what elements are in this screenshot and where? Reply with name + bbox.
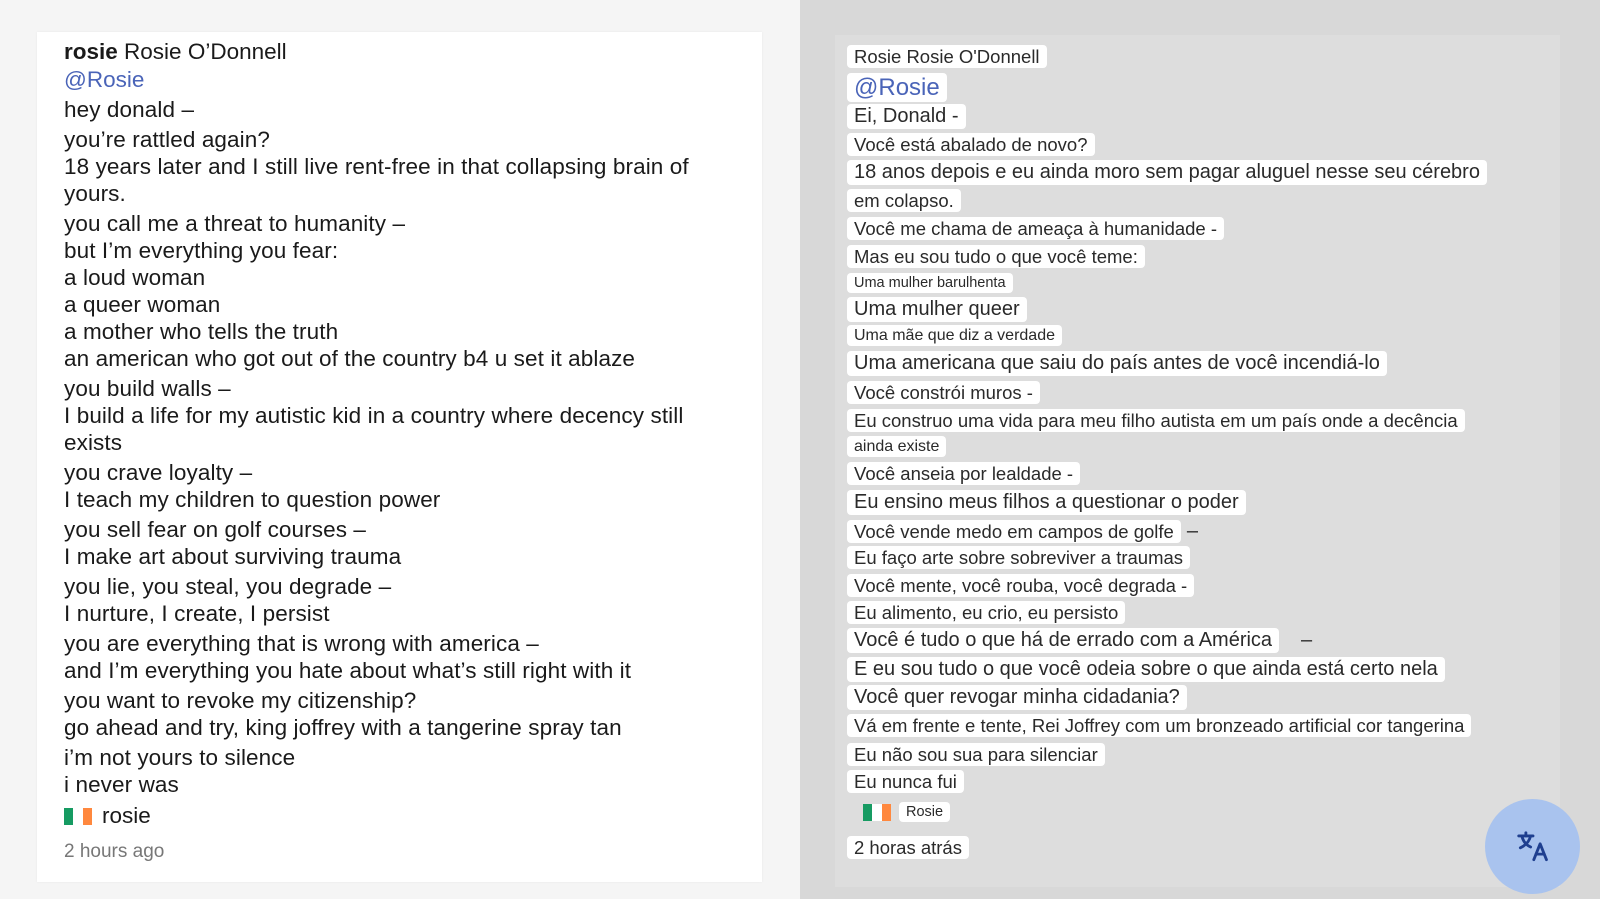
post-line: a loud woman [64,265,206,290]
ireland-flag-icon [64,808,92,825]
translated-line: Você quer revogar minha cidadania? [847,685,1187,710]
post-line: you want to revoke my citizenship? [64,688,417,713]
translated-line: Eu ensino meus filhos a questionar o poder [847,490,1246,515]
translated-line: Vá em frente e tente, Rei Joffrey com um bronzeado artificial cor tangerina [847,714,1471,737]
translated-line: Uma mulher queer [847,297,1027,322]
post-line: an american who got out of the country b4 u set it ablaze [64,346,636,371]
signature-text: Rosie [899,802,950,822]
post-author [64,38,754,66]
translated-line: Uma mulher barulhenta [847,273,1013,293]
translated-line: Ei, Donald - [847,104,966,129]
translated-post-content [847,41,1537,864]
translated-line: 18 anos depois e eu ainda moro sem pagar aluguel nesse seu cérebro [847,160,1487,185]
translate-button[interactable] [1485,799,1580,894]
translated-line: Você me chama de ameaça à humanidade - [847,217,1224,240]
translated-line: E eu sou tudo o que você odeia sobre o que ainda está certo nela [847,657,1445,682]
post-line: but I’m everything you fear: [64,238,339,263]
translated-line: Você vende medo em campos de golfe [847,520,1181,543]
translated-line: Você anseia por lealdade - [847,462,1080,485]
translated-line: Eu nunca fui [847,770,964,793]
translated-line: Você mente, você rouba, você degrada - [847,574,1194,597]
original-post-content [64,38,754,864]
translated-line: ainda existe [847,436,946,457]
translated-line: Eu construo uma vida para meu filho autista em um país onde a decência [847,409,1465,432]
original-post-card [37,32,762,882]
translated-line: Uma americana que saiu do país antes de você incendiá-lo [847,351,1387,376]
post-line: i never was [64,772,179,797]
post-line: you’re rattled again? [64,127,270,152]
post-line: you crave loyalty – [64,460,253,485]
translated-handle[interactable]: @Rosie [847,73,947,102]
post-line: a mother who tells the truth [64,319,339,344]
translated-header: Rosie Rosie O'Donnell [847,45,1047,68]
user-handle[interactable]: @Rosie [64,67,145,92]
translated-line: Eu alimento, eu crio, eu persisto [847,601,1125,624]
translated-line: Você está abalado de novo? [847,133,1095,156]
translated-line: Você constrói muros - [847,381,1040,404]
post-line: you are everything that is wrong with america – [64,631,539,656]
dash-mark: – [1186,519,1198,542]
translated-post-card [835,35,1560,887]
translated-line: Mas eu sou tudo o que você teme: [847,245,1145,268]
post-line: I nurture, I create, I persist [64,601,330,626]
post-line: you lie, you steal, you degrade – [64,574,392,599]
translated-line: em colapso. [847,189,961,212]
translated-line: Uma mãe que diz a verdade [847,325,1062,346]
post-line: you sell fear on golf courses – [64,517,367,542]
post-line: a queer woman [64,292,221,317]
post-line: you build walls – [64,376,231,401]
display-name: Rosie O’Donnell [124,39,287,64]
post-signature [64,802,754,830]
post-timestamp: 2 hours ago [64,841,165,862]
translate-icon [1514,828,1552,866]
translated-line: Eu faço arte sobre sobreviver a traumas [847,546,1190,569]
post-line: I teach my children to question power [64,487,441,512]
post-line: you call me a threat to humanity – [64,211,406,236]
dash-mark: – [1301,628,1313,651]
translated-line: Eu não sou sua para silenciar [847,743,1105,766]
post-line: hey donald – [64,97,195,122]
ireland-flag-icon [863,804,891,821]
username[interactable]: rosie [64,39,118,64]
post-line: go ahead and try, king joffrey with a tangerine spray tan [64,715,622,740]
translated-timestamp: 2 horas atrás [847,836,969,859]
post-line: 18 years later and I still live rent-free in that collapsing brain of yours. [64,154,689,206]
translated-signature [847,798,1537,826]
post-line: I build a life for my autistic kid in a country where decency still exists [64,403,684,455]
signature-text: rosie [102,803,151,828]
post-line: I make art about surviving trauma [64,544,402,569]
translated-line: Você é tudo o que há de errado com a América [847,628,1279,653]
post-line: i’m not yours to silence [64,745,296,770]
post-line: and I’m everything you hate about what’s still right with it [64,658,632,683]
